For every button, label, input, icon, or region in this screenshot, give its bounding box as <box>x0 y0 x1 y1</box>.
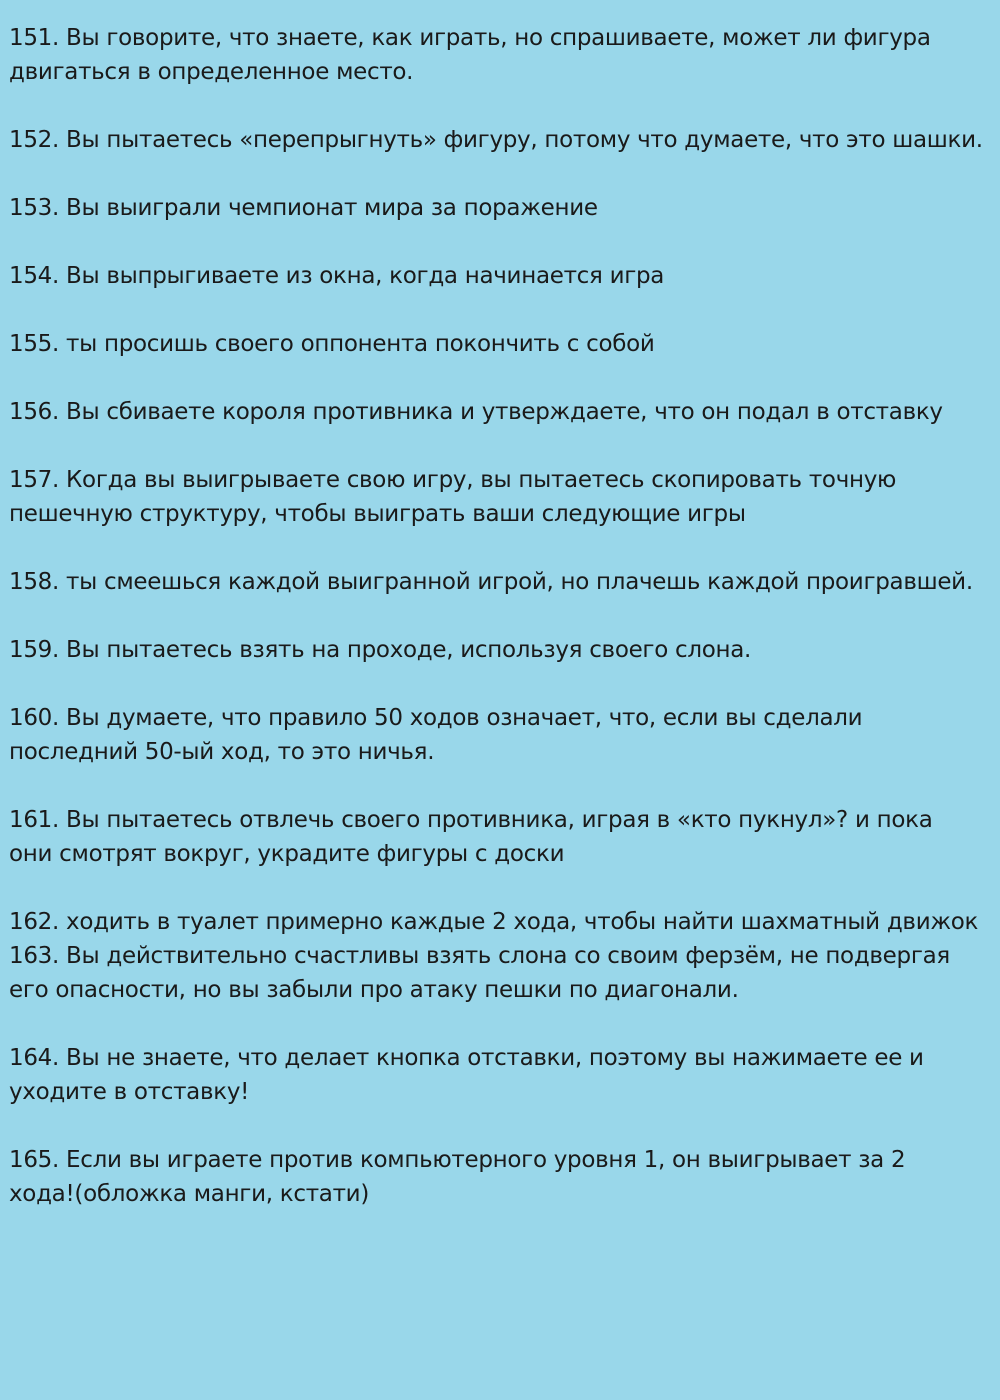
entry-line: 159. Вы пытаетесь взять на проходе, используя своего слона. <box>9 637 752 663</box>
list-item-165 <box>9 1143 994 1211</box>
entry-line: 162. ходить в туалет примерно каждые 2 хода, чтобы найти шахматный движок <box>9 909 979 935</box>
entry-line: пешечную структуру, чтобы выиграть ваши следующие игры <box>9 501 746 527</box>
list-item-158 <box>9 565 994 599</box>
list-item-159 <box>9 633 994 667</box>
entry-line: 164. Вы не знаете, что делает кнопка отставки, поэтому вы нажимаете ее и <box>9 1045 924 1071</box>
entry-line: уходите в отставку! <box>9 1079 250 1105</box>
entry-line: 151. Вы говорите, что знаете, как играть, но спрашиваете, может ли фигура <box>9 25 931 51</box>
list-item-154 <box>9 259 994 293</box>
entry-line: 161. Вы пытаетесь отвлечь своего противника, играя в «кто пукнул»? и пока <box>9 807 933 833</box>
list-item-151 <box>9 21 994 89</box>
list-item-161 <box>9 803 994 871</box>
entry-line: 158. ты смеешься каждой выигранной игрой, но плачешь каждой проигравшей. <box>9 569 973 595</box>
entry-line: 155. ты просишь своего оппонента покончить с собой <box>9 331 655 357</box>
entry-line: они смотрят вокруг, украдите фигуры с доски <box>9 841 565 867</box>
list-item-155 <box>9 327 994 361</box>
list-item-156 <box>9 395 994 429</box>
list-item-162-163 <box>9 905 994 1007</box>
list-item-153 <box>9 191 994 225</box>
list-item-164 <box>9 1041 994 1109</box>
list-item-160 <box>9 701 994 769</box>
entry-line: 163. Вы действительно счастливы взять слона со своим ферзём, не подвергая <box>9 943 950 969</box>
entry-line: последний 50-ый ход, то это ничья. <box>9 739 435 765</box>
list-item-157 <box>9 463 994 531</box>
entry-line: 165. Если вы играете против компьютерного уровня 1, он выигрывает за 2 <box>9 1147 906 1173</box>
entry-line: хода!(обложка манги, кстати) <box>9 1181 370 1207</box>
entry-line: 152. Вы пытаетесь «перепрыгнуть» фигуру, потому что думаете, что это шашки. <box>9 127 983 153</box>
entry-line: 153. Вы выиграли чемпионат мира за поражение <box>9 195 598 221</box>
entry-line: 154. Вы выпрыгиваете из окна, когда начинается игра <box>9 263 665 289</box>
entry-line: двигаться в определенное место. <box>9 59 414 85</box>
entry-line: его опасности, но вы забыли про атаку пешки по диагонали. <box>9 977 739 1003</box>
list-item-152 <box>9 123 994 157</box>
entry-line: 157. Когда вы выигрываете свою игру, вы пытаетесь скопировать точную <box>9 467 897 493</box>
entry-line: 156. Вы сбиваете короля противника и утверждаете, что он подал в отставку <box>9 399 943 425</box>
entry-line: 160. Вы думаете, что правило 50 ходов означает, что, если вы сделали <box>9 705 863 731</box>
